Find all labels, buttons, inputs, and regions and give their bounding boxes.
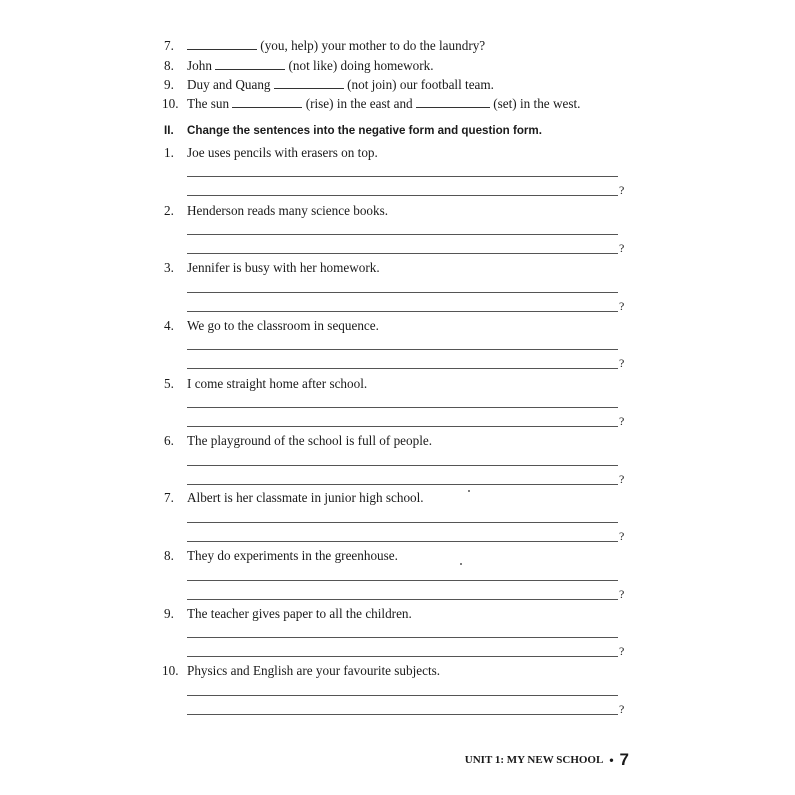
negative-answer-line[interactable] xyxy=(187,407,618,408)
item-sentence: The playground of the school is full of people. xyxy=(187,433,433,448)
question-answer-line[interactable] xyxy=(187,541,618,542)
question-answer-line[interactable] xyxy=(187,311,618,312)
answer-blank[interactable] xyxy=(215,58,285,70)
item-number: 10. xyxy=(162,96,179,111)
question-answer-line[interactable] xyxy=(187,426,618,427)
negative-answer-line[interactable] xyxy=(187,637,618,638)
item-number: 3. xyxy=(164,260,174,275)
question-mark: ? xyxy=(619,644,625,658)
item-text: The sun xyxy=(187,96,233,111)
bullet-separator: • xyxy=(609,753,614,767)
item-number: 8. xyxy=(164,548,174,563)
question-answer-line[interactable] xyxy=(187,714,618,715)
question-mark: ? xyxy=(619,587,625,601)
negative-answer-line[interactable] xyxy=(187,580,618,581)
item-text: (you, help) your mother to do the laundry? xyxy=(257,38,486,53)
answer-blank[interactable] xyxy=(187,38,257,50)
question-mark: ? xyxy=(619,356,625,370)
item-number: 9. xyxy=(164,77,174,92)
item-text: (set) in the west. xyxy=(489,96,581,111)
item-text: (rise) in the east and xyxy=(302,96,416,111)
answer-blank[interactable] xyxy=(232,96,302,108)
item-text: (not join) our football team. xyxy=(343,77,494,92)
page-number: 7 xyxy=(619,750,629,769)
item-number: 7. xyxy=(164,490,174,505)
question-mark: ? xyxy=(619,472,625,486)
item-number: 9. xyxy=(164,606,174,621)
item-sentence: We go to the classroom in sequence. xyxy=(187,318,379,333)
item-number: 6. xyxy=(164,433,174,448)
scan-speck xyxy=(468,490,470,492)
answer-blank[interactable] xyxy=(274,77,344,89)
question-answer-line[interactable] xyxy=(187,484,618,485)
item-sentence: Physics and English are your favourite subjects. xyxy=(187,663,441,678)
item-sentence: I come straight home after school. xyxy=(187,376,368,391)
item-sentence: Albert is her classmate in junior high school. xyxy=(187,490,424,505)
item-number: 4. xyxy=(164,318,174,333)
question-answer-line[interactable] xyxy=(187,195,618,196)
negative-answer-line[interactable] xyxy=(187,234,618,235)
answer-blank[interactable] xyxy=(416,96,490,108)
item-sentence: Jennifer is busy with her homework. xyxy=(187,260,380,275)
negative-answer-line[interactable] xyxy=(187,695,618,696)
item-sentence: They do experiments in the greenhouse. xyxy=(187,548,398,563)
item-number: 1. xyxy=(164,145,174,160)
negative-answer-line[interactable] xyxy=(187,522,618,523)
negative-answer-line[interactable] xyxy=(187,292,618,293)
question-answer-line[interactable] xyxy=(187,368,618,369)
item-text: Duy and Quang xyxy=(187,77,274,92)
item-number: 5. xyxy=(164,376,174,391)
item-sentence: Joe uses pencils with erasers on top. xyxy=(187,145,378,160)
item-sentence: Henderson reads many science books. xyxy=(187,203,389,218)
item-text: John xyxy=(187,58,216,73)
unit-label: UNIT 1: MY NEW SCHOOL xyxy=(464,754,604,766)
question-mark: ? xyxy=(619,414,625,428)
section-title: Change the sentences into the negative form and question form. xyxy=(187,124,542,137)
section-number: II. xyxy=(164,124,174,137)
question-mark: ? xyxy=(619,529,625,543)
question-mark: ? xyxy=(619,702,625,716)
item-number: 8. xyxy=(164,58,174,73)
question-answer-line[interactable] xyxy=(187,599,618,600)
item-sentence: The teacher gives paper to all the children. xyxy=(187,606,412,621)
negative-answer-line[interactable] xyxy=(187,176,618,177)
page-footer xyxy=(465,750,629,770)
question-mark: ? xyxy=(619,183,625,197)
question-answer-line[interactable] xyxy=(187,656,618,657)
negative-answer-line[interactable] xyxy=(187,349,618,350)
item-text: (not like) doing homework. xyxy=(285,58,434,73)
question-mark: ? xyxy=(619,299,625,313)
item-number: 7. xyxy=(164,38,174,53)
item-number: 2. xyxy=(164,203,174,218)
item-number: 10. xyxy=(162,663,179,678)
question-answer-line[interactable] xyxy=(187,253,618,254)
scan-speck xyxy=(460,563,462,565)
negative-answer-line[interactable] xyxy=(187,465,618,466)
question-mark: ? xyxy=(619,241,625,255)
